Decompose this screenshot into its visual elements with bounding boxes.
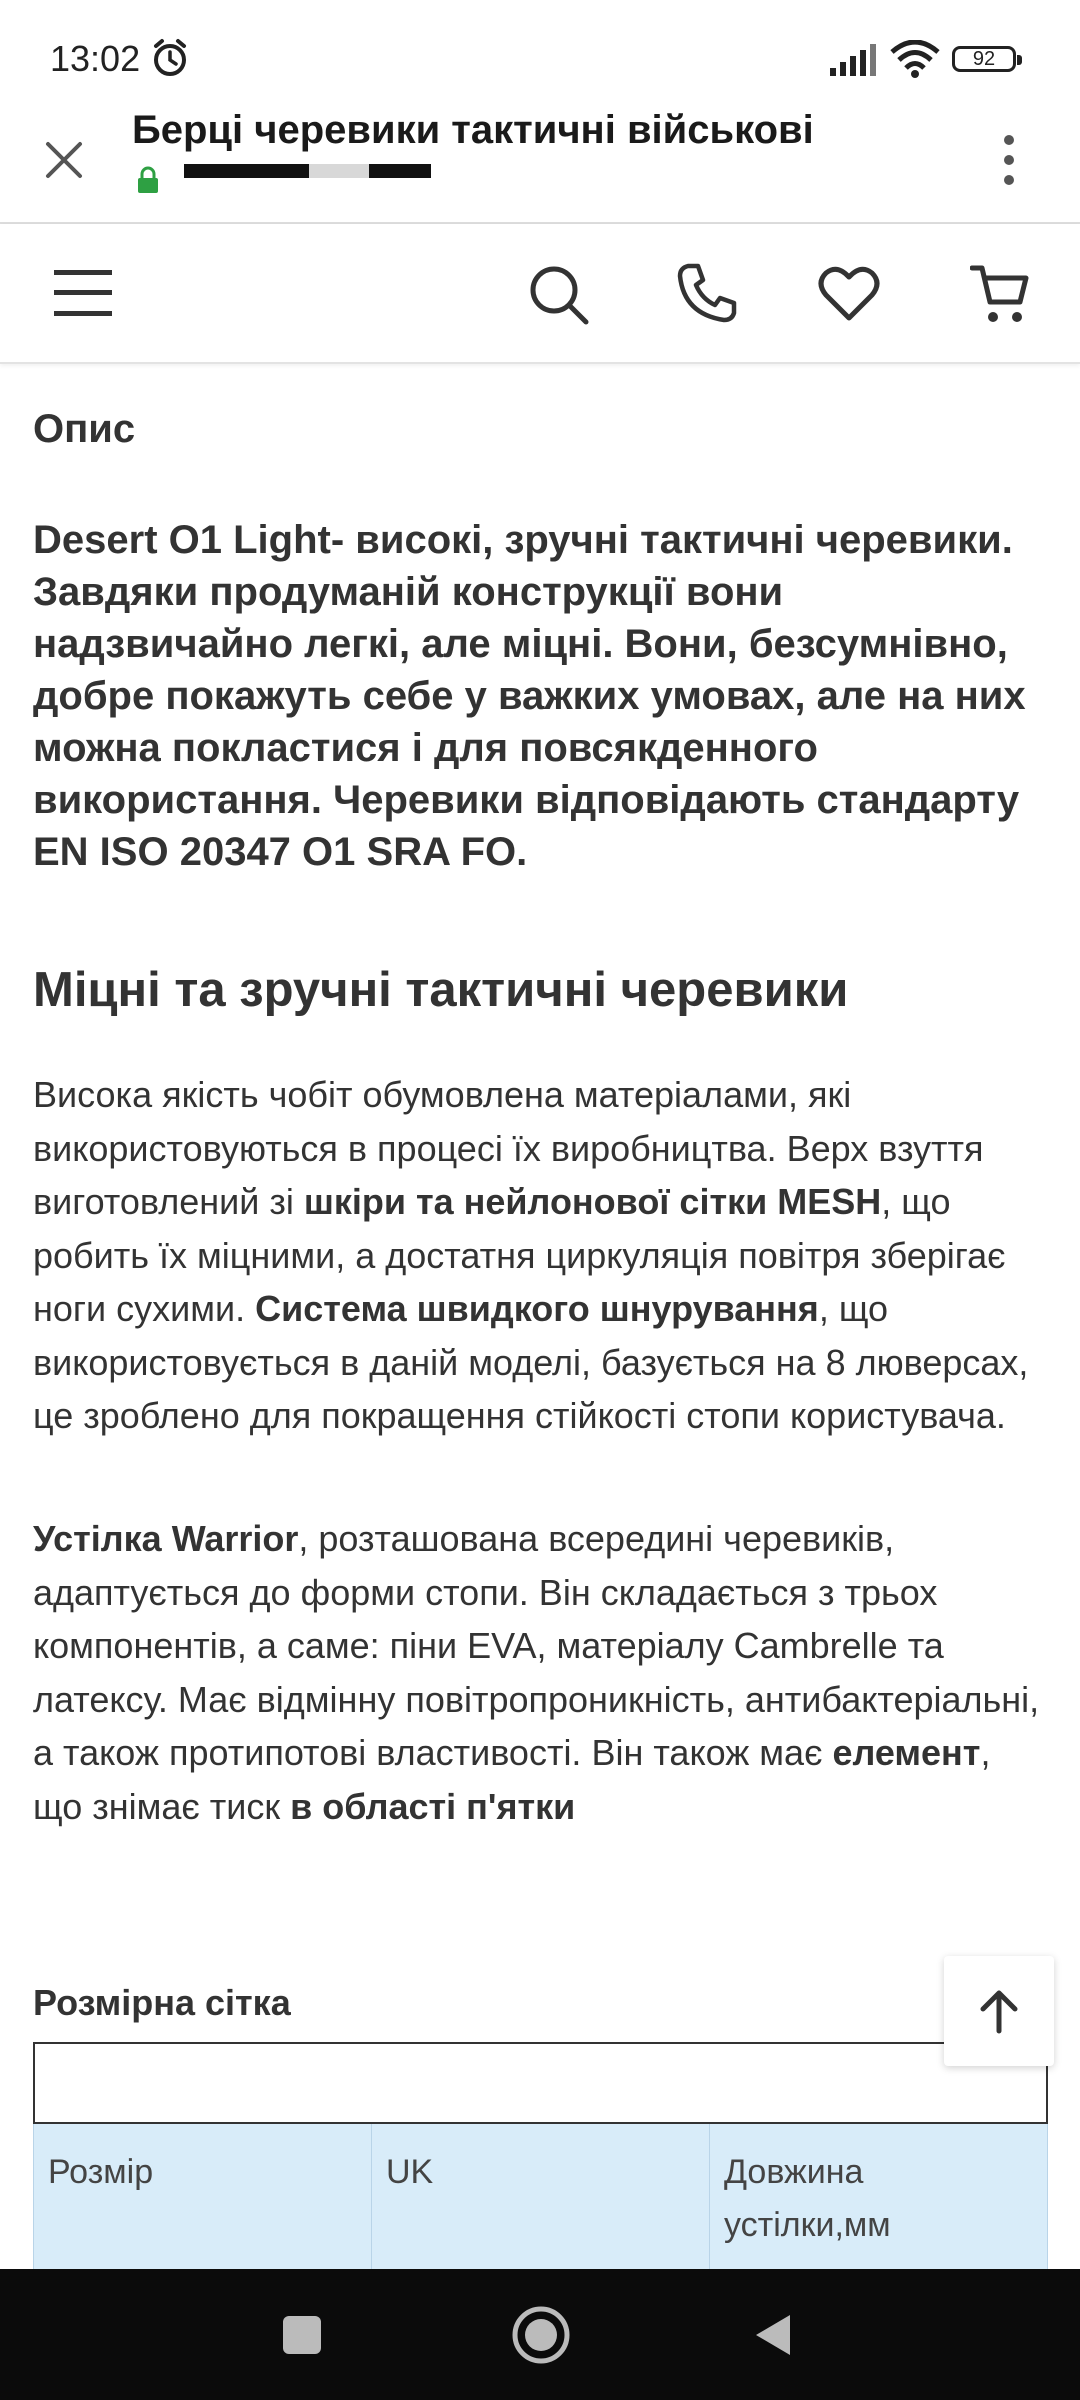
text-span: Висока якість чобіт обумовлена матеріалами, які використовуються в процесі їх виробництва. Верх взуття виготовлений зі — [33, 1074, 984, 1222]
section-heading: Міцні та зручні тактичні черевики — [33, 963, 849, 1017]
table-header-cell: UK — [372, 2124, 710, 2274]
text-span: , що знімає тиск — [33, 1732, 991, 1827]
phone-icon[interactable] — [676, 262, 738, 324]
search-icon[interactable] — [528, 264, 590, 326]
heart-icon[interactable] — [818, 264, 880, 322]
size-chart-title: Розмірна сітка — [33, 1982, 291, 2023]
more-options-icon[interactable] — [998, 132, 1020, 188]
lock-icon — [136, 166, 160, 194]
size-table-header — [33, 2124, 1048, 2274]
bold-span: Устілка Warrior — [33, 1518, 299, 1559]
bold-span: в області п'ятки — [290, 1785, 576, 1827]
section-label: Опис — [33, 407, 136, 451]
url-bar[interactable] — [184, 164, 434, 178]
close-icon[interactable] — [44, 140, 84, 180]
bold-span: елемент — [832, 1732, 981, 1773]
arrow-up-icon — [975, 1987, 1023, 2035]
paragraph-insole — [33, 1512, 1048, 1833]
signal-icon — [830, 44, 880, 76]
table-header-cell: Довжина устілки,мм — [724, 2153, 891, 2244]
home-button[interactable] — [510, 2304, 572, 2366]
status-time: 13:02 — [50, 38, 141, 79]
back-button[interactable] — [752, 2311, 794, 2359]
text-span: , що використовується в даній моделі, базується на 8 люверсах, це зроблено для покращення стійкості стопи користувача. — [33, 1288, 1029, 1436]
paragraph-materials — [33, 1068, 1048, 1443]
status-bar — [0, 0, 1080, 100]
bold-span: шкіри та нейлонової сітки MESH — [303, 1181, 882, 1222]
site-nav — [0, 224, 1080, 364]
page-title: Берці черевики тактичні військові — [132, 108, 814, 152]
bold-span: Система швидкого шнурування — [255, 1288, 819, 1329]
scroll-to-top-button[interactable] — [944, 1956, 1054, 2066]
hamburger-menu-icon[interactable] — [54, 270, 112, 316]
alarm-icon — [150, 38, 190, 78]
table-header-cell: Розмір — [34, 2124, 372, 2274]
system-nav-bar — [0, 2269, 1080, 2400]
size-table-caption — [33, 2042, 1048, 2124]
text-span: , розташована всередині черевиків, адаптується до форми стопи. Він складається з трьох компонентів, а саме: піни EVA, матеріалу Cambrelle та латексу. Має відмінну повітропроникність, антибактеріальні, а також протипотові властивості. Він також має — [33, 1518, 1040, 1773]
battery-indicator: 92 — [952, 46, 1016, 72]
wifi-icon — [890, 40, 940, 78]
lead-paragraph: Desert O1 Light- високі, зручні тактичні черевики. Завдяки продуманій конструкції вони надзвичайно легкі, але міцні. Вони, безсумнівно, добре покажуть себе у важких умовах, але на них можна покластися і для повсякденного використання. Черевики відповідають стандарту EN ISO 20347 O1 SRA FO. — [33, 518, 1026, 874]
recents-button[interactable] — [280, 2313, 324, 2357]
text-span: , що робить їх міцними, а достатня циркуляція повітря зберігає ноги сухими. — [33, 1181, 1006, 1329]
cart-icon[interactable] — [970, 262, 1030, 328]
